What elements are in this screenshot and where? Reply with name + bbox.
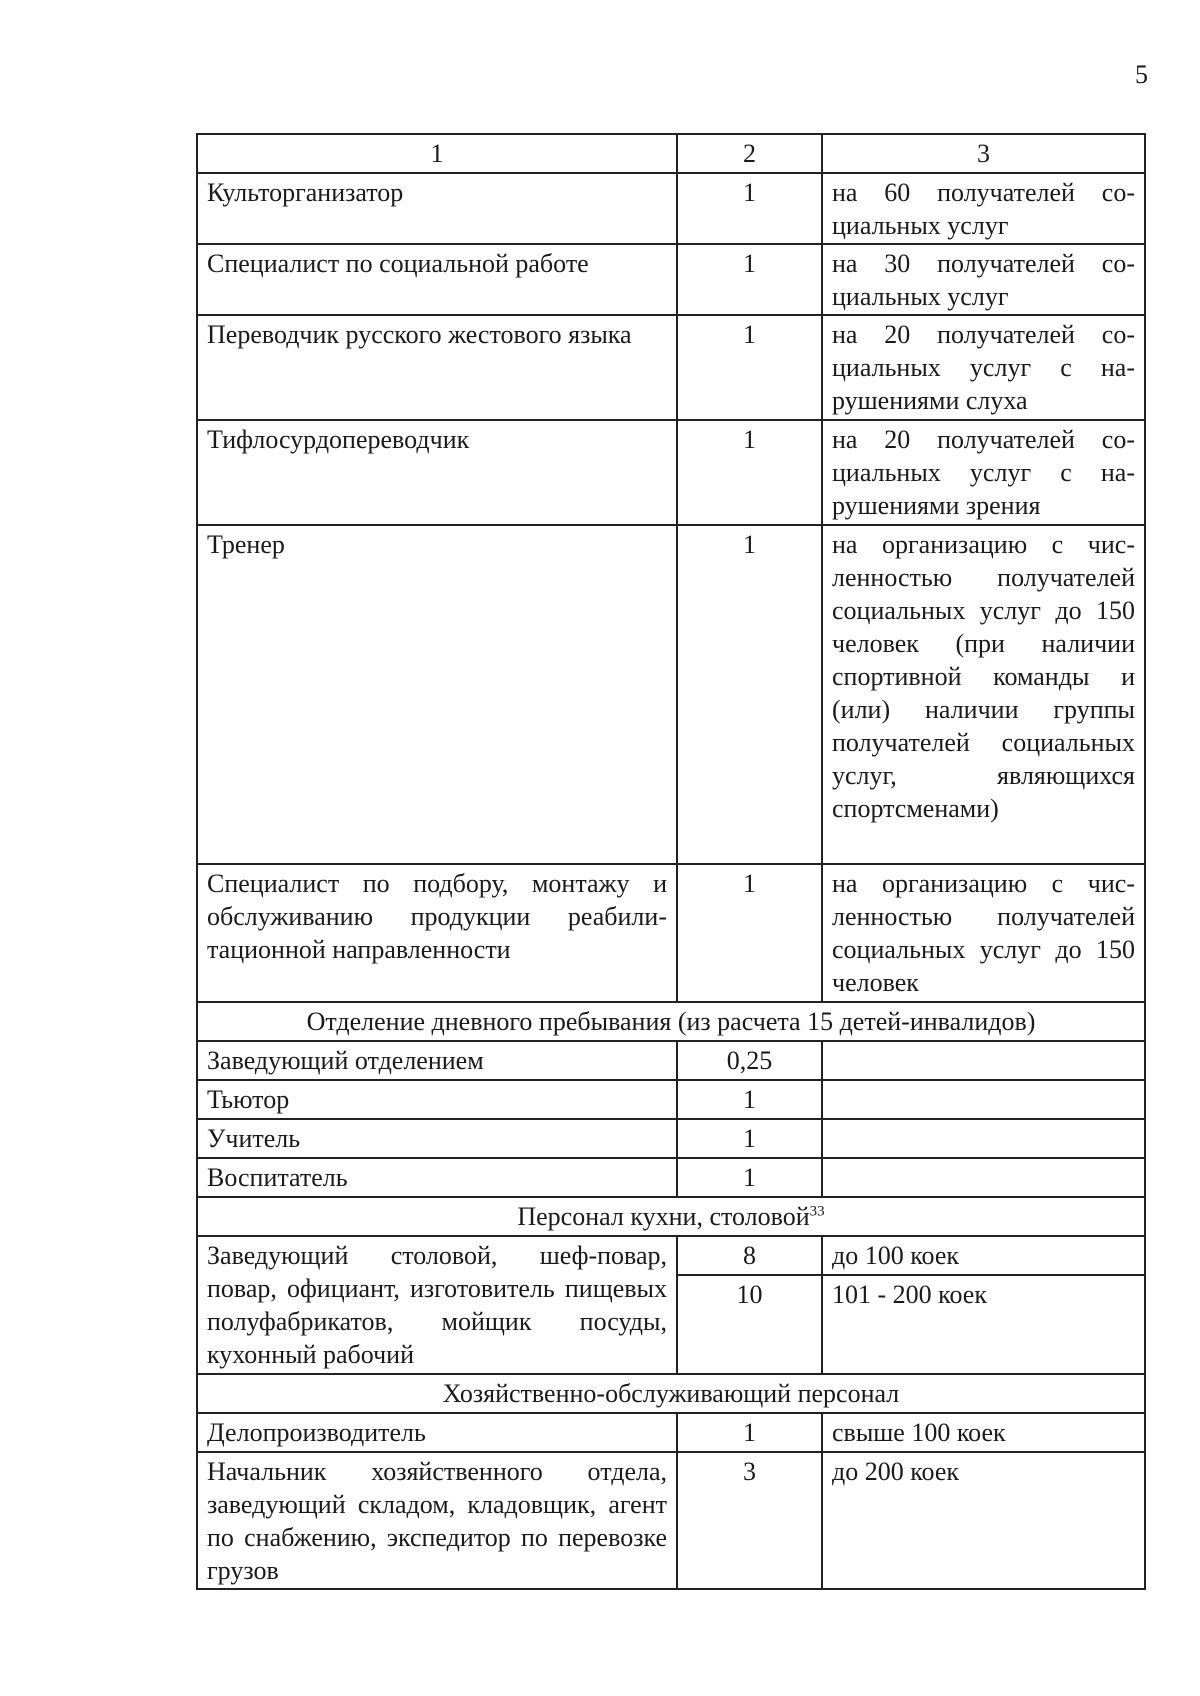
count-cell: 1	[677, 864, 822, 1002]
norm-cell	[822, 1041, 1145, 1080]
norm-cell: до 200 коек	[822, 1452, 1145, 1589]
position-cell: Тьютор	[197, 1080, 677, 1119]
section-heading-row	[197, 1197, 1145, 1236]
footnote-marker: 33	[809, 1203, 825, 1220]
count-cell: 8	[677, 1236, 822, 1275]
table-row	[197, 1452, 1145, 1589]
count-cell: 0,25	[677, 1041, 822, 1080]
position-cell: Специалист по подбору, монтажу и обслуживанию продукции реабилитационной направленности	[197, 864, 677, 1002]
section-title-kitchen	[197, 1197, 1145, 1236]
norm-cell	[822, 1119, 1145, 1158]
table-row	[197, 1158, 1145, 1197]
section-heading-row	[197, 1002, 1145, 1041]
count-cell: 1	[677, 1413, 822, 1452]
section-title-day-care: Отделение дневного пребывания (из расчета 15 детей-инвалидов)	[197, 1002, 1145, 1041]
norm-cell: на 20 получателей социальных услуг с нарушениями зрения	[822, 420, 1145, 525]
table-row	[197, 1119, 1145, 1158]
position-cell: Учитель	[197, 1119, 677, 1158]
position-cell: Начальник хозяйственного отдела, заведующий складом, кладовщик, агент по снабжению, экспедитор по перевозке грузов	[197, 1452, 677, 1589]
table-row	[197, 1413, 1145, 1452]
table-header-row	[197, 134, 1145, 173]
table-row	[197, 173, 1145, 244]
norm-cell: на организацию с численностью получателей социальных услуг до 150 человек (при наличии спортивной команды и (или) наличии группы получателей социальных услуг, являющихся спортсменами)	[822, 525, 1145, 864]
column-header-1: 1	[197, 134, 677, 173]
table-row	[197, 525, 1145, 864]
section-title-kitchen-text: Персонал кухни, столовой	[517, 1202, 810, 1231]
norm-cell: на 30 получателей социальных услуг	[822, 244, 1145, 315]
count-cell: 1	[677, 315, 822, 420]
position-cell: Специалист по социальной работе	[197, 244, 677, 315]
position-cell: Заведующий столовой, шеф-повар, повар, официант, изготовитель пищевых полуфабрикатов, мойщик посуды, кухонный рабочий	[197, 1236, 677, 1374]
position-cell: Тренер	[197, 525, 677, 864]
count-cell: 3	[677, 1452, 822, 1589]
count-cell: 1	[677, 525, 822, 864]
table-row	[197, 1236, 1145, 1275]
column-header-3: 3	[822, 134, 1145, 173]
count-cell: 1	[677, 1158, 822, 1197]
table-row	[197, 420, 1145, 525]
position-cell: Тифлосурдопереводчик	[197, 420, 677, 525]
norm-cell: свыше 100 коек	[822, 1413, 1145, 1452]
table-row	[197, 1080, 1145, 1119]
position-cell: Культорганизатор	[197, 173, 677, 244]
table-row	[197, 864, 1145, 1002]
table-row	[197, 244, 1145, 315]
table-row	[197, 315, 1145, 420]
norm-cell	[822, 1080, 1145, 1119]
count-cell: 1	[677, 244, 822, 315]
column-header-2: 2	[677, 134, 822, 173]
count-cell: 1	[677, 1080, 822, 1119]
norm-cell: на организацию с численностью получателей социальных услуг до 150 человек	[822, 864, 1145, 1002]
norm-cell: 101 - 200 коек	[822, 1275, 1145, 1374]
norm-cell	[822, 1158, 1145, 1197]
norm-cell: до 100 коек	[822, 1236, 1145, 1275]
norm-cell: на 20 получателей социальных услуг с нарушениями слуха	[822, 315, 1145, 420]
position-cell: Воспитатель	[197, 1158, 677, 1197]
position-cell: Делопроизводитель	[197, 1413, 677, 1452]
count-cell: 1	[677, 173, 822, 244]
count-cell: 10	[677, 1275, 822, 1374]
table-row	[197, 1041, 1145, 1080]
page-number: 5	[1135, 60, 1148, 89]
section-title-household: Хозяйственно-обслуживающий персонал	[197, 1374, 1145, 1413]
staffing-table	[196, 133, 1146, 1590]
count-cell: 1	[677, 420, 822, 525]
section-heading-row	[197, 1374, 1145, 1413]
count-cell: 1	[677, 1119, 822, 1158]
norm-cell: на 60 получателей социальных услуг	[822, 173, 1145, 244]
position-cell: Переводчик русского жестового языка	[197, 315, 677, 420]
position-cell: Заведующий отделением	[197, 1041, 677, 1080]
